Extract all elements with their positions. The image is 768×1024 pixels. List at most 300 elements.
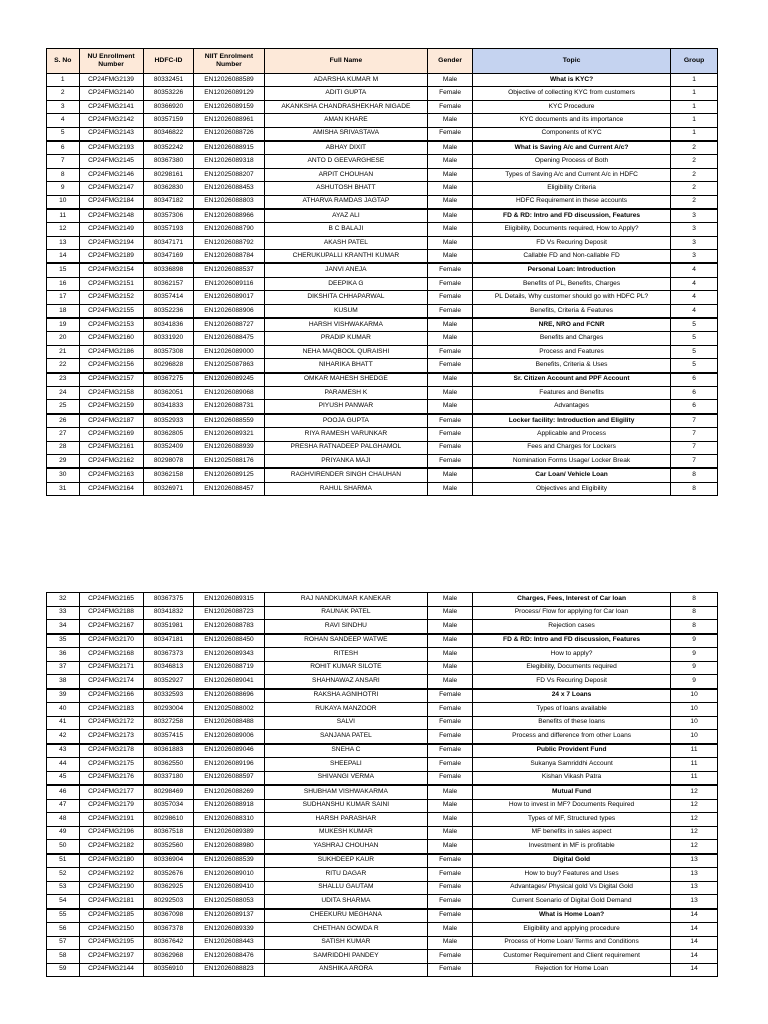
cell-topic: FD Vs Recuring Deposit (472, 675, 670, 689)
cell-sno: 46 (47, 785, 80, 799)
cell-niit-enrolment: EN12026089129 (194, 87, 264, 100)
cell-niit-enrolment: EN12026088457 (194, 482, 264, 495)
cell-topic: Features and Benefits (472, 386, 670, 399)
cell-full-name: AMISHA SRIVASTAVA (264, 127, 428, 141)
cell-gender: Male (428, 114, 473, 127)
cell-sno: 13 (47, 236, 80, 249)
cell-topic: Benefits of PL, Benefits, Charges (472, 277, 670, 290)
cell-gender: Male (428, 634, 473, 648)
cell-niit-enrolment: EN12025088053 (194, 895, 264, 909)
cell-nu-enrollment: CP24FMG2145 (79, 155, 143, 168)
cell-full-name: AMAN KHARE (264, 114, 428, 127)
cell-nu-enrollment: CP24FMG2175 (79, 758, 143, 772)
cell-niit-enrolment: EN12026089245 (194, 373, 264, 387)
cell-hdfc-id: 80296828 (143, 359, 194, 373)
cell-nu-enrollment: CP24FMG2182 (79, 840, 143, 854)
cell-topic: Types of loans available (472, 703, 670, 717)
cell-gender: Female (428, 895, 473, 909)
cell-group: 5 (671, 359, 718, 373)
cell-topic: Locker facility: Introduction and Eligility (472, 414, 670, 428)
cell-full-name: ASHUTOSH BHATT (264, 182, 428, 195)
cell-nu-enrollment: CP24FMG2157 (79, 373, 143, 387)
cell-full-name: OMKAR MAHESH SHEDGE (264, 373, 428, 387)
cell-group: 13 (671, 881, 718, 895)
cell-nu-enrollment: CP24FMG2196 (79, 826, 143, 840)
cell-niit-enrolment: EN12026089196 (194, 758, 264, 772)
cell-group: 14 (671, 950, 718, 964)
cell-nu-enrollment: CP24FMG2140 (79, 87, 143, 100)
cell-niit-enrolment: EN12026088589 (194, 74, 264, 87)
table-row (47, 386, 718, 399)
cell-topic: What is Saving A/c and Current A/c? (472, 141, 670, 155)
cell-sno: 3 (47, 100, 80, 113)
table-row (47, 182, 718, 195)
cell-gender: Male (428, 799, 473, 813)
cell-full-name: CHERUKUPALLI KRANTHI KUMAR (264, 250, 428, 264)
cell-nu-enrollment: CP24FMG2152 (79, 291, 143, 304)
cell-sno: 14 (47, 250, 80, 264)
cell-sno: 45 (47, 771, 80, 785)
cell-gender: Male (428, 785, 473, 799)
cell-full-name: DIKSHITA CHHAPARWAL (264, 291, 428, 304)
cell-sno: 36 (47, 648, 80, 662)
cell-sno: 55 (47, 909, 80, 923)
cell-nu-enrollment: CP24FMG2141 (79, 100, 143, 113)
cell-nu-enrollment: CP24FMG2167 (79, 620, 143, 634)
cell-niit-enrolment: EN12026089116 (194, 277, 264, 290)
cell-nu-enrollment: CP24FMG2169 (79, 428, 143, 441)
cell-full-name: ATHARVA RAMDAS JAGTAP (264, 195, 428, 209)
cell-topic: PL Details, Why customer should go with HDFC PL? (472, 291, 670, 304)
cell-group: 6 (671, 373, 718, 387)
cell-full-name: PIYUSH PANWAR (264, 400, 428, 414)
cell-topic: 24 x 7 Loans (472, 689, 670, 703)
cell-group: 11 (671, 744, 718, 758)
cell-hdfc-id: 80357308 (143, 345, 194, 358)
table-row (47, 74, 718, 87)
cell-hdfc-id: 80346813 (143, 661, 194, 675)
cell-gender: Female (428, 304, 473, 318)
table-row (47, 223, 718, 236)
cell-group: 13 (671, 895, 718, 909)
cell-gender: Male (428, 648, 473, 662)
cell-group: 2 (671, 141, 718, 155)
cell-gender: Female (428, 744, 473, 758)
cell-niit-enrolment: EN12026088453 (194, 182, 264, 195)
cell-gender: Female (428, 771, 473, 785)
cell-gender: Female (428, 87, 473, 100)
cell-group: 2 (671, 195, 718, 209)
enrollment-table-part-1 (46, 48, 718, 496)
cell-full-name: ANTO D GEEVARGHESE (264, 155, 428, 168)
cell-full-name: RITESH (264, 648, 428, 662)
cell-topic: Benefits and Charges (472, 332, 670, 345)
cell-topic: Process and Features (472, 345, 670, 358)
cell-sno: 58 (47, 950, 80, 964)
cell-topic: Rejection for Home Loan (472, 963, 670, 977)
cell-topic: Advantages/ Physical gold Vs Digital Gold (472, 881, 670, 895)
cell-group: 1 (671, 87, 718, 100)
cell-topic: Objective of collecting KYC from customers (472, 87, 670, 100)
cell-group: 14 (671, 909, 718, 923)
cell-hdfc-id: 80336904 (143, 854, 194, 868)
cell-full-name: ROHIT KUMAR SILOTE (264, 661, 428, 675)
table-row (47, 703, 718, 717)
table-row (47, 168, 718, 181)
cell-topic: Applicable and Process (472, 428, 670, 441)
cell-nu-enrollment: CP24FMG2192 (79, 868, 143, 882)
cell-full-name: RAGHVIRENDER SINGH CHAUHAN (264, 468, 428, 482)
cell-sno: 48 (47, 813, 80, 827)
cell-sno: 9 (47, 182, 80, 195)
cell-niit-enrolment: EN12026088966 (194, 209, 264, 223)
cell-hdfc-id: 80362157 (143, 277, 194, 290)
cell-full-name: PARAMESH K (264, 386, 428, 399)
cell-group: 14 (671, 963, 718, 977)
table-row (47, 318, 718, 332)
cell-hdfc-id: 80346822 (143, 127, 194, 141)
cell-nu-enrollment: CP24FMG2144 (79, 963, 143, 977)
cell-gender: Male (428, 236, 473, 249)
header-niit-enrolment: NIIT Enrolment Number (194, 49, 264, 74)
cell-full-name: PRESHA RATNADEEP PALGHAMOL (264, 441, 428, 454)
cell-group: 7 (671, 428, 718, 441)
cell-group: 3 (671, 209, 718, 223)
cell-topic: Advantages (472, 400, 670, 414)
cell-hdfc-id: 80331920 (143, 332, 194, 345)
table-row (47, 909, 718, 923)
table-row (47, 868, 718, 882)
cell-topic: Nomination Forms Usage/ Locker Break (472, 454, 670, 468)
cell-niit-enrolment: EN12026089041 (194, 675, 264, 689)
table-row (47, 785, 718, 799)
cell-sno: 31 (47, 482, 80, 495)
cell-group: 1 (671, 100, 718, 113)
cell-group: 12 (671, 826, 718, 840)
cell-sno: 15 (47, 263, 80, 277)
cell-hdfc-id: 80347171 (143, 236, 194, 249)
cell-nu-enrollment: CP24FMG2161 (79, 441, 143, 454)
table-row (47, 675, 718, 689)
cell-niit-enrolment: EN12026088537 (194, 263, 264, 277)
cell-hdfc-id: 80347182 (143, 195, 194, 209)
cell-full-name: RIYA RAMESH VARUNKAR (264, 428, 428, 441)
cell-full-name: ARPIT CHOUHAN (264, 168, 428, 181)
cell-gender: Female (428, 100, 473, 113)
cell-gender: Male (428, 593, 473, 607)
cell-niit-enrolment: EN12025088002 (194, 703, 264, 717)
cell-niit-enrolment: EN12026089343 (194, 648, 264, 662)
table-row (47, 441, 718, 454)
cell-hdfc-id: 80357159 (143, 114, 194, 127)
cell-hdfc-id: 80332593 (143, 689, 194, 703)
cell-hdfc-id: 80367380 (143, 155, 194, 168)
cell-niit-enrolment: EN12026088727 (194, 318, 264, 332)
cell-hdfc-id: 80341836 (143, 318, 194, 332)
cell-hdfc-id: 80352236 (143, 304, 194, 318)
cell-nu-enrollment: CP24FMG2181 (79, 895, 143, 909)
cell-group: 2 (671, 155, 718, 168)
cell-full-name: SALVI (264, 716, 428, 730)
cell-sno: 16 (47, 277, 80, 290)
cell-topic: Elegibility, Documents required (472, 661, 670, 675)
header-sno: S. No (47, 49, 80, 74)
table-row (47, 277, 718, 290)
cell-niit-enrolment: EN12026088559 (194, 414, 264, 428)
cell-hdfc-id: 80367275 (143, 373, 194, 387)
cell-topic: How to buy? Features and Uses (472, 868, 670, 882)
cell-group: 13 (671, 854, 718, 868)
cell-topic: Types of MF, Structured types (472, 813, 670, 827)
cell-sno: 27 (47, 428, 80, 441)
cell-full-name: SANJANA PATEL (264, 730, 428, 744)
cell-sno: 2 (47, 87, 80, 100)
cell-gender: Male (428, 675, 473, 689)
cell-topic: FD & RD: Intro and FD discussion, Features (472, 634, 670, 648)
table-row (47, 799, 718, 813)
cell-full-name: SATISH KUMAR (264, 936, 428, 950)
cell-group: 3 (671, 250, 718, 264)
cell-sno: 32 (47, 593, 80, 607)
cell-sno: 22 (47, 359, 80, 373)
cell-niit-enrolment: EN12026089389 (194, 826, 264, 840)
cell-topic: Digital Gold (472, 854, 670, 868)
cell-group: 3 (671, 223, 718, 236)
cell-group: 12 (671, 840, 718, 854)
cell-group: 8 (671, 468, 718, 482)
cell-group: 7 (671, 414, 718, 428)
cell-nu-enrollment: CP24FMG2170 (79, 634, 143, 648)
cell-nu-enrollment: CP24FMG2153 (79, 318, 143, 332)
cell-sno: 8 (47, 168, 80, 181)
table-row (47, 620, 718, 634)
cell-topic: FD Vs Recuring Deposit (472, 236, 670, 249)
cell-topic: Callable FD and Non-callable FD (472, 250, 670, 264)
cell-nu-enrollment: CP24FMG2150 (79, 923, 143, 937)
cell-full-name: MUKESH KUMAR (264, 826, 428, 840)
cell-nu-enrollment: CP24FMG2151 (79, 277, 143, 290)
cell-topic: NRE, NRO and FCNR (472, 318, 670, 332)
header-full-name: Full Name (264, 49, 428, 74)
table-row (47, 400, 718, 414)
cell-nu-enrollment: CP24FMG2197 (79, 950, 143, 964)
table-row (47, 689, 718, 703)
cell-nu-enrollment: CP24FMG2158 (79, 386, 143, 399)
cell-niit-enrolment: EN12026088539 (194, 854, 264, 868)
cell-niit-enrolment: EN12026088488 (194, 716, 264, 730)
cell-sno: 7 (47, 155, 80, 168)
cell-full-name: HARSH PARASHAR (264, 813, 428, 827)
cell-niit-enrolment: EN12026088476 (194, 950, 264, 964)
cell-hdfc-id: 80332451 (143, 74, 194, 87)
cell-full-name: SHEEPALI (264, 758, 428, 772)
table-row (47, 373, 718, 387)
cell-nu-enrollment: CP24FMG2139 (79, 74, 143, 87)
cell-gender: Female (428, 414, 473, 428)
cell-group: 3 (671, 236, 718, 249)
cell-sno: 23 (47, 373, 80, 387)
cell-topic: What is Home Loan? (472, 909, 670, 923)
cell-group: 11 (671, 758, 718, 772)
table-row (47, 263, 718, 277)
cell-gender: Female (428, 127, 473, 141)
cell-sno: 10 (47, 195, 80, 209)
cell-group: 8 (671, 593, 718, 607)
cell-niit-enrolment: EN12026088980 (194, 840, 264, 854)
cell-hdfc-id: 80361883 (143, 744, 194, 758)
table-row (47, 936, 718, 950)
cell-niit-enrolment: EN12026088918 (194, 799, 264, 813)
enrollment-table-part-2 (46, 592, 718, 977)
cell-group: 2 (671, 182, 718, 195)
cell-topic: Rejection cases (472, 620, 670, 634)
table-row (47, 414, 718, 428)
cell-sno: 49 (47, 826, 80, 840)
cell-gender: Male (428, 482, 473, 495)
cell-nu-enrollment: CP24FMG2164 (79, 482, 143, 495)
cell-hdfc-id: 80357415 (143, 730, 194, 744)
cell-sno: 21 (47, 345, 80, 358)
cell-gender: Male (428, 250, 473, 264)
cell-niit-enrolment: EN12026088792 (194, 236, 264, 249)
cell-sno: 35 (47, 634, 80, 648)
cell-nu-enrollment: CP24FMG2156 (79, 359, 143, 373)
cell-nu-enrollment: CP24FMG2166 (79, 689, 143, 703)
cell-group: 12 (671, 813, 718, 827)
cell-hdfc-id: 80367642 (143, 936, 194, 950)
cell-topic: Car Loan/ Vehicle Loan (472, 468, 670, 482)
cell-gender: Male (428, 182, 473, 195)
cell-sno: 25 (47, 400, 80, 414)
table-row (47, 87, 718, 100)
cell-gender: Female (428, 950, 473, 964)
cell-sno: 34 (47, 620, 80, 634)
cell-niit-enrolment: EN12026088906 (194, 304, 264, 318)
cell-gender: Male (428, 195, 473, 209)
cell-group: 6 (671, 400, 718, 414)
cell-hdfc-id: 80352927 (143, 675, 194, 689)
cell-sno: 6 (47, 141, 80, 155)
cell-gender: Female (428, 441, 473, 454)
cell-gender: Male (428, 74, 473, 87)
cell-niit-enrolment: EN12026088450 (194, 634, 264, 648)
cell-niit-enrolment: EN12025088207 (194, 168, 264, 181)
cell-hdfc-id: 80367098 (143, 909, 194, 923)
cell-gender: Male (428, 606, 473, 620)
cell-niit-enrolment: EN12026088915 (194, 141, 264, 155)
cell-sno: 33 (47, 606, 80, 620)
cell-hdfc-id: 80362830 (143, 182, 194, 195)
cell-group: 5 (671, 332, 718, 345)
cell-group: 4 (671, 263, 718, 277)
cell-niit-enrolment: EN12026088784 (194, 250, 264, 264)
table-row (47, 250, 718, 264)
cell-nu-enrollment: CP24FMG2163 (79, 468, 143, 482)
cell-gender: Female (428, 359, 473, 373)
cell-hdfc-id: 80357034 (143, 799, 194, 813)
cell-full-name: RAJ NANDKUMAR KANEKAR (264, 593, 428, 607)
cell-full-name: PRIYANKA MAJI (264, 454, 428, 468)
cell-group: 10 (671, 730, 718, 744)
cell-full-name: AKASH PATEL (264, 236, 428, 249)
table-row (47, 114, 718, 127)
cell-nu-enrollment: CP24FMG2178 (79, 744, 143, 758)
cell-gender: Male (428, 386, 473, 399)
cell-full-name: DEEPIKA G (264, 277, 428, 290)
cell-sno: 12 (47, 223, 80, 236)
cell-hdfc-id: 80341833 (143, 400, 194, 414)
cell-full-name: RITU DAGAR (264, 868, 428, 882)
cell-niit-enrolment: EN12026089321 (194, 428, 264, 441)
cell-niit-enrolment: EN12026089017 (194, 291, 264, 304)
cell-hdfc-id: 80298078 (143, 454, 194, 468)
cell-group: 2 (671, 168, 718, 181)
cell-gender: Female (428, 730, 473, 744)
cell-full-name: SHAHNAWAZ ANSARI (264, 675, 428, 689)
cell-full-name: CHETHAN GOWDA R (264, 923, 428, 937)
cell-hdfc-id: 80367378 (143, 923, 194, 937)
cell-sno: 38 (47, 675, 80, 689)
cell-hdfc-id: 80357414 (143, 291, 194, 304)
cell-hdfc-id: 80367375 (143, 593, 194, 607)
cell-topic: Components of KYC (472, 127, 670, 141)
cell-niit-enrolment: EN12026089318 (194, 155, 264, 168)
cell-niit-enrolment: EN12026088790 (194, 223, 264, 236)
cell-topic: Sukanya Samriddhi Account (472, 758, 670, 772)
cell-niit-enrolment: EN12026088783 (194, 620, 264, 634)
cell-gender: Female (428, 277, 473, 290)
cell-group: 1 (671, 74, 718, 87)
cell-full-name: KUSUM (264, 304, 428, 318)
cell-gender: Male (428, 318, 473, 332)
cell-topic: Public Provident Fund (472, 744, 670, 758)
cell-gender: Male (428, 155, 473, 168)
cell-topic: Personal Loan: Introduction (472, 263, 670, 277)
table-row (47, 744, 718, 758)
cell-sno: 29 (47, 454, 80, 468)
cell-group: 13 (671, 868, 718, 882)
table-row (47, 895, 718, 909)
cell-nu-enrollment: CP24FMG2186 (79, 345, 143, 358)
header-group: Group (671, 49, 718, 74)
cell-niit-enrolment: EN12026088961 (194, 114, 264, 127)
cell-gender: Female (428, 881, 473, 895)
cell-gender: Female (428, 291, 473, 304)
cell-nu-enrollment: CP24FMG2185 (79, 909, 143, 923)
cell-gender: Male (428, 168, 473, 181)
cell-full-name: POOJA GUPTA (264, 414, 428, 428)
cell-group: 14 (671, 923, 718, 937)
cell-topic: HDFC Requirement in these accounts (472, 195, 670, 209)
cell-group: 10 (671, 716, 718, 730)
cell-nu-enrollment: CP24FMG2162 (79, 454, 143, 468)
cell-topic: Process and difference from other Loans (472, 730, 670, 744)
cell-hdfc-id: 80362550 (143, 758, 194, 772)
cell-hdfc-id: 80356910 (143, 963, 194, 977)
cell-nu-enrollment: CP24FMG2174 (79, 675, 143, 689)
table-row (47, 236, 718, 249)
cell-group: 9 (671, 675, 718, 689)
cell-full-name: RAVI SINDHU (264, 620, 428, 634)
cell-sno: 4 (47, 114, 80, 127)
cell-gender: Female (428, 263, 473, 277)
cell-gender: Female (428, 703, 473, 717)
cell-gender: Male (428, 141, 473, 155)
cell-niit-enrolment: EN12026089000 (194, 345, 264, 358)
cell-sno: 54 (47, 895, 80, 909)
cell-topic: FD & RD: Intro and FD discussion, Features (472, 209, 670, 223)
cell-hdfc-id: 80362158 (143, 468, 194, 482)
